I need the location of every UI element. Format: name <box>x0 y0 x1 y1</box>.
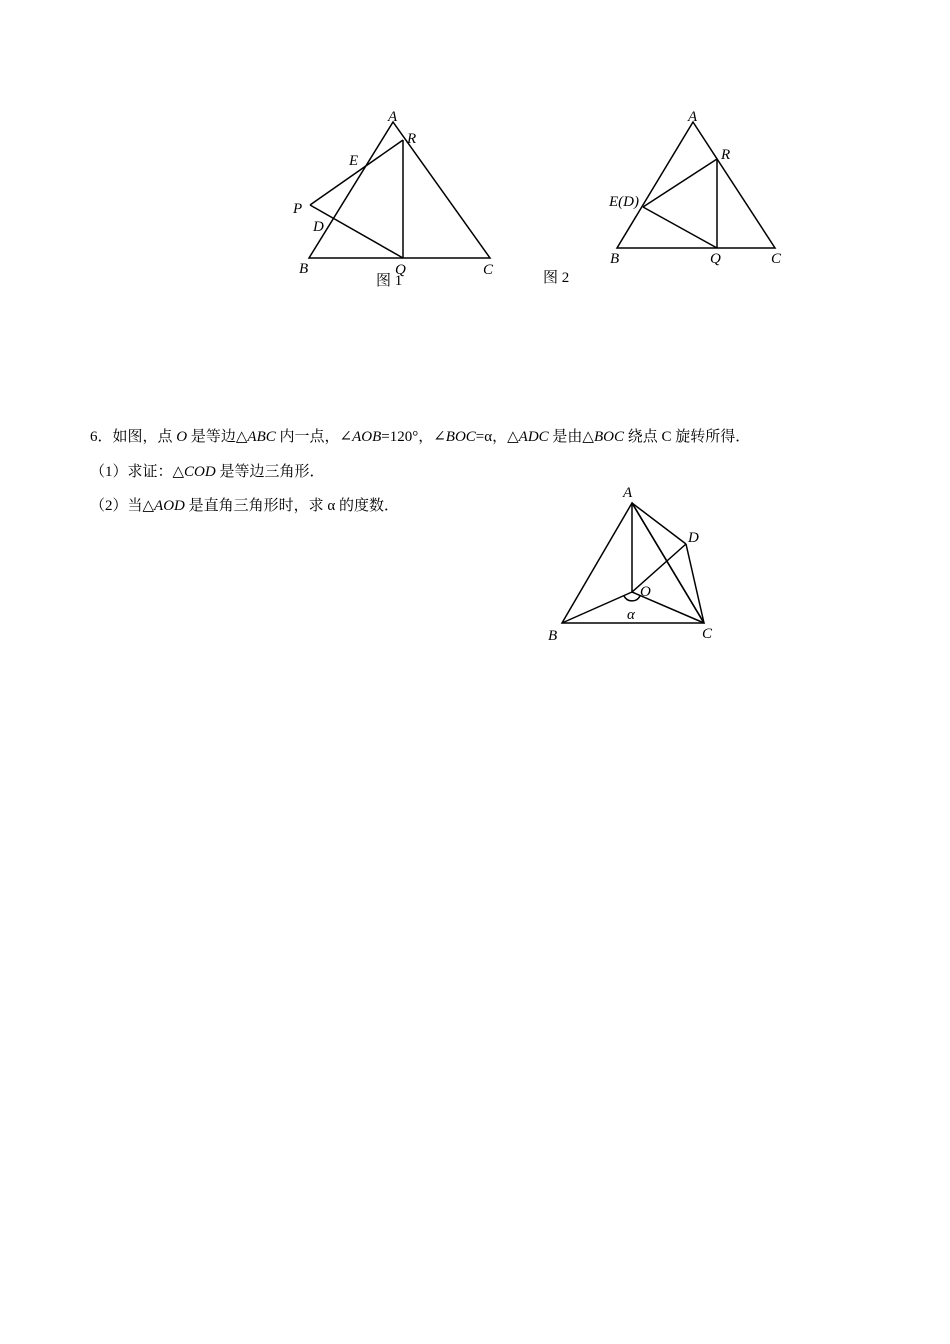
label-c: C <box>771 251 782 267</box>
label-q: Q <box>395 262 406 278</box>
segment-ac <box>632 503 704 623</box>
figure-3 <box>540 480 730 650</box>
problem-6-stem <box>90 427 750 447</box>
figure-2 <box>535 105 795 285</box>
figure-1-lines <box>309 122 490 258</box>
label-b: B <box>299 261 309 277</box>
figure-1 <box>280 105 510 289</box>
problem-6-question-1 <box>90 462 324 482</box>
label-d: D <box>688 530 699 546</box>
text-segment: =120°，∠ <box>381 429 446 445</box>
label-r: R <box>721 147 731 163</box>
label-p: P <box>293 201 303 217</box>
segment-dc <box>686 544 704 623</box>
label-ed: E(D) <box>609 194 639 210</box>
label-b: B <box>548 628 558 644</box>
label-c: C <box>483 262 494 278</box>
segment-pq <box>310 205 403 258</box>
figure-3-lines <box>562 503 704 623</box>
text-segment: 是等边三角形． <box>215 464 325 480</box>
figure-2-lines <box>617 122 775 248</box>
math-variable: BOC <box>593 429 624 445</box>
label-q: Q <box>710 251 721 267</box>
math-variable: AOD <box>154 498 185 514</box>
text-segment: 内一点，∠ <box>275 429 353 445</box>
math-variable: COD <box>184 464 216 480</box>
triangle-abc <box>562 503 704 623</box>
text-segment: （2）当△ <box>90 498 155 514</box>
label-r: R <box>407 131 417 147</box>
label-e: E <box>349 153 359 169</box>
math-variable: AOB <box>352 429 382 445</box>
angle-alpha-arc <box>624 596 640 601</box>
segment-eq <box>643 207 717 248</box>
segment-ad <box>632 503 686 544</box>
label-o: O <box>640 584 651 600</box>
text-segment: 是直角三角形时，求 α 的度数． <box>184 498 399 514</box>
text-segment: 是由△ <box>548 429 594 445</box>
text-segment: 如图，点 <box>112 429 177 445</box>
text-segment: 绕点 C 旋转所得． <box>623 429 751 445</box>
segment-rp <box>310 140 403 205</box>
segment-re <box>643 159 717 207</box>
math-variable: O <box>176 429 188 445</box>
figure-2-caption: 图 2 <box>543 270 570 286</box>
problem-number: 6． <box>90 429 113 445</box>
math-variable: ABC <box>247 429 276 445</box>
label-b: B <box>610 251 620 267</box>
math-variable: BOC <box>445 429 476 445</box>
math-variable: ADC <box>518 429 549 445</box>
figure-1-caption: 图 1 <box>376 273 403 289</box>
label-a: A <box>688 109 698 125</box>
label-a: A <box>388 109 398 125</box>
problem-6-question-2 <box>90 496 399 516</box>
text-segment: =α，△ <box>475 429 519 445</box>
label-c: C <box>702 626 713 642</box>
text-segment: （1）求证：△ <box>90 464 185 480</box>
segment-bo <box>562 592 632 623</box>
label-a: A <box>623 485 633 501</box>
label-d: D <box>313 219 324 235</box>
text-segment: 是等边△ <box>187 429 248 445</box>
label-alpha: α <box>627 607 635 623</box>
triangle-abc <box>617 122 775 248</box>
